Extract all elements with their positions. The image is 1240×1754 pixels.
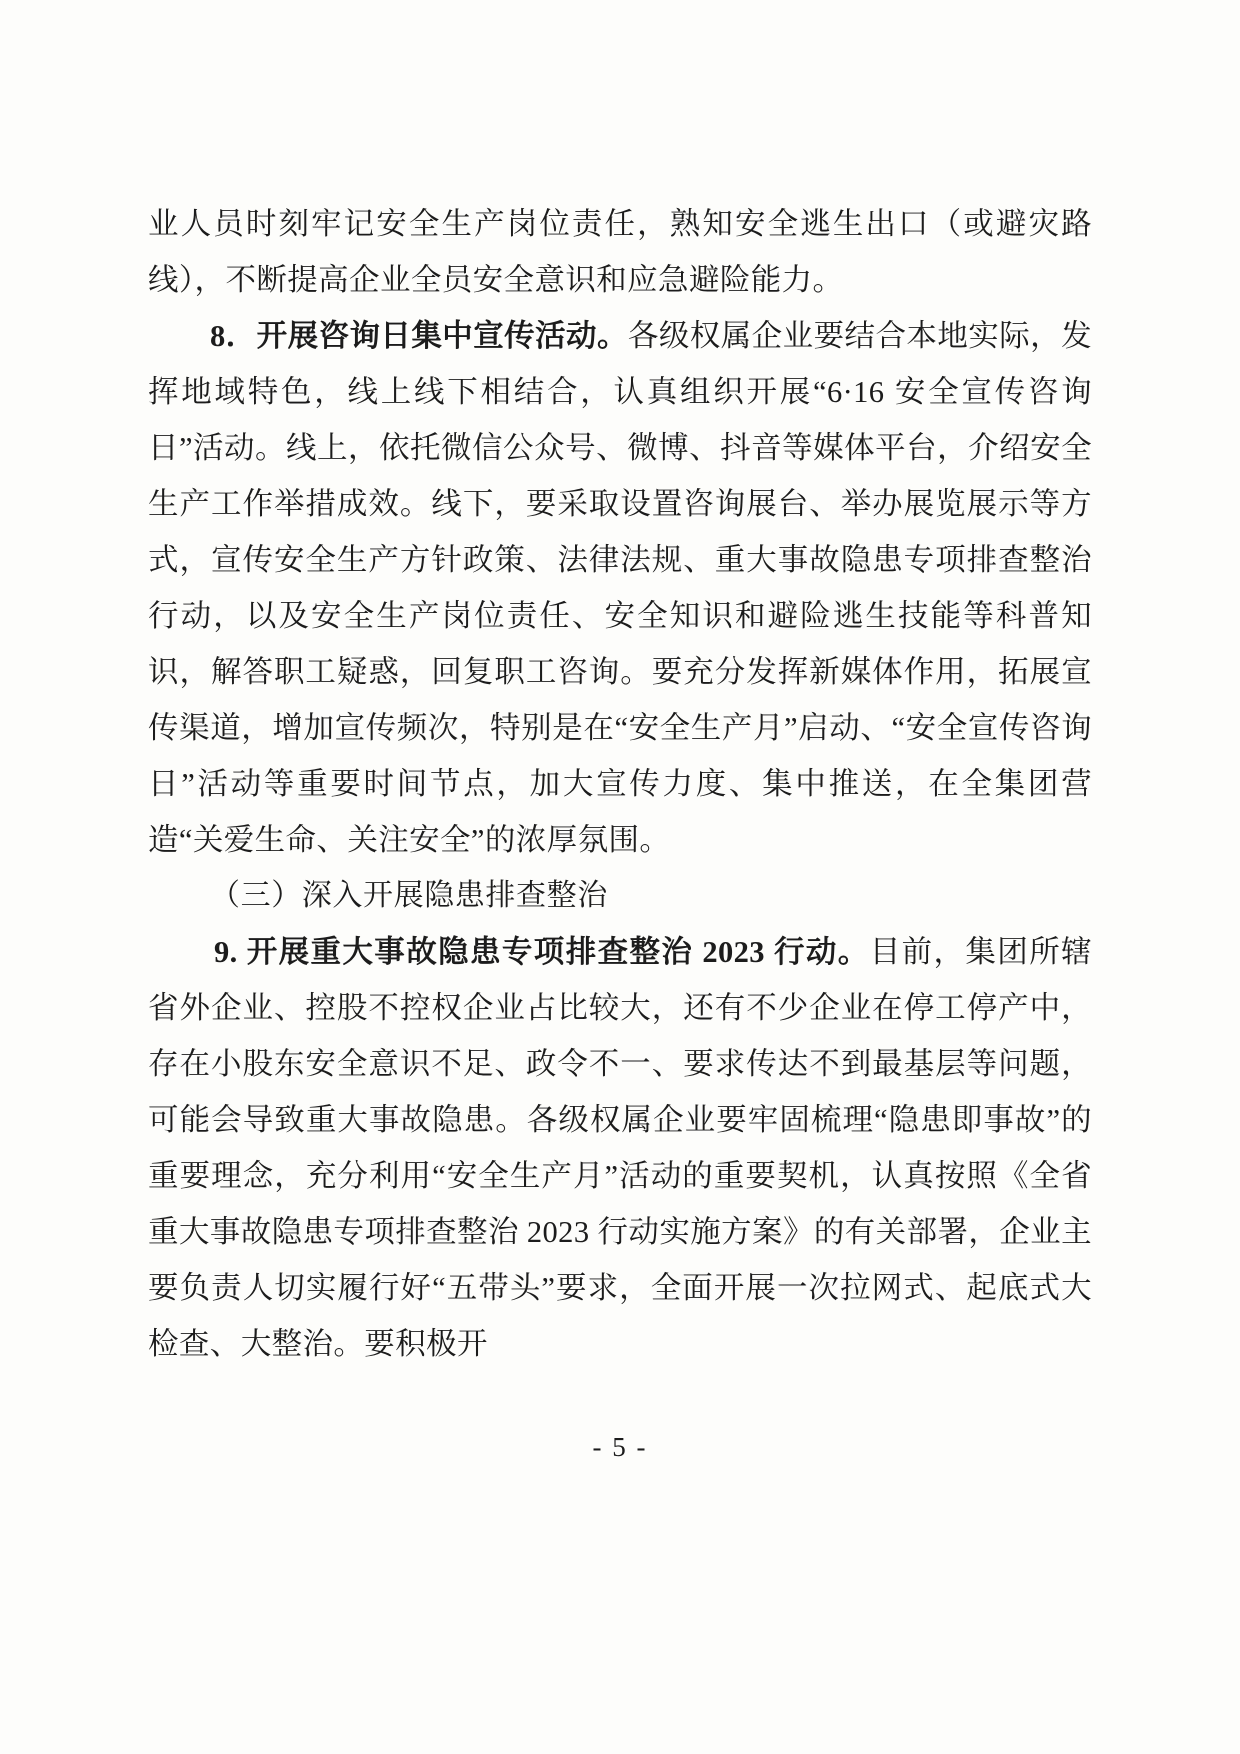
page-number: - 5 - xyxy=(592,1432,648,1462)
paragraph-item-9 xyxy=(148,924,1092,1372)
item-9-lead: 9. 开展重大事故隐患专项排查整治 2023 行动。 xyxy=(214,935,870,969)
page-content xyxy=(148,196,1092,1372)
item-8-body: 各级权属企业要结合本地实际，发挥地域特色，线上线下相结合，认真组织开展“6·16 安全宣传咨询日”活动。线上，依托微信公众号、微博、抖音等媒体平台，介绍安全生产工作举措成效。线下，要采取设置咨询展台、举办展览展示等方式，宣传安全生产方针政策、法律法规、重大事故隐患专项排查整治行动，以及安全生产岗位责任、安全知识和避险逃生技能等科普知识，解答职工疑惑，回复职工咨询。要充分发挥新媒体作用，拓展宣传渠道，增加宣传频次，特别是在“安全生产月”启动、“安全宣传咨询日”活动等重要时间节点，加大宣传力度、集中推送，在全集团营造“关爱生命、关注安全”的浓厚氛围。 xyxy=(148,319,1092,857)
section-heading-3: （三）深入开展隐患排查整治 xyxy=(210,879,608,912)
item-8-lead: 8．开展咨询日集中宣传活动。 xyxy=(210,319,628,353)
item-9-body: 目前，集团所辖省外企业、控股不控权企业占比较大，还有不少企业在停工停产中，存在小股东安全意识不足、政令不一、要求传达不到最基层等问题，可能会导致重大事故隐患。各级权属企业要牢固梳理“隐患即事故”的重要理念，充分利用“安全生产月”活动的重要契机，认真按照《全省重大事故隐患专项排查整治 2023 行动实施方案》的有关部署，企业主要负责人切实履行好“五带头”要求，全面开展一次拉网式、起底式大检查、大整治。要积极开 xyxy=(148,935,1092,1361)
paragraph-continued: 业人员时刻牢记安全生产岗位责任，熟知安全逃生出口（或避灾路线），不断提高企业全员安全意识和应急避险能力。 xyxy=(148,207,1092,297)
paragraph-item-8 xyxy=(148,308,1092,868)
